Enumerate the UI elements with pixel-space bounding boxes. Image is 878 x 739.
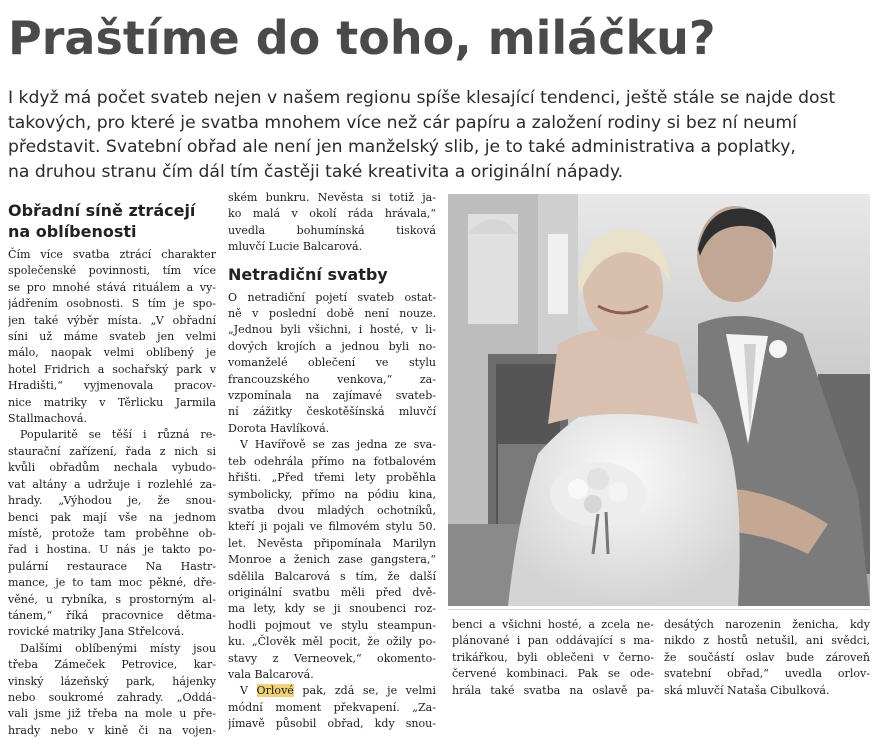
text-line: ní zážitky českotěšínská mluvčí [228,405,436,419]
text-line: benci a všichni hosté, a zcela ne- [452,618,654,631]
text-line: vzpomínala na zajímavé svateb- [228,389,436,403]
text-line: O netradiční pojetí svateb ostat- [228,290,436,304]
section-heading-2 [228,264,436,285]
text-line: hrady. „Výhodou je, že snou- [8,494,216,508]
wedding-couple-image [448,194,870,606]
text-line: vala Balcarová. [228,667,314,681]
text-line: věné, u rybníka, s prostorným al- [8,592,216,606]
text-line: Dorota Havlíková. [228,421,330,435]
text-line: trikářkou, byli oblečeni v černo- [452,650,654,664]
text-line: vinský lázeňský park, hájenky [8,674,216,688]
text-line: jímavě působil obřad, kdy snou- [228,717,436,731]
text-line: Čím více svatba ztrácí charakter [8,248,216,261]
text-line: ku. „Člověk měl pocit, že ožily po- [228,635,436,649]
highlighted-word: Orlové [256,684,294,698]
text-line: kteří ji pojali ve filmovém stylu 50. [228,520,436,534]
text-line: síni už máme svateb jen velmi [8,330,216,344]
text-line: uvedla bohumínská tisková [228,223,436,237]
text-line: červené kombinaci. Pak se ode- [452,667,654,681]
text-line [228,683,436,699]
section-heading-line: Netradiční svatby [228,264,388,284]
text-line: málo, naopak velmi oblíbený je [8,346,216,360]
text-line: jen také výběr místa. „V obřadní [8,313,216,327]
column-3-body [452,617,654,699]
text-line: let. Nevěsta připomínala Marilyn [228,536,436,550]
text-line: francouzského venkova,“ za- [228,372,436,386]
text-line: V Havířově se zas jedna ze sva- [240,438,436,452]
lead-line: I když má počet svateb nejen v našem regionu spíše klesající tendenci, ještě stále se najde dost [8,88,836,108]
text-line: „Jednou byli všichni, i hosté, v li- [228,323,436,337]
text-line: ma lety, kdy se ji snoubenci roz- [228,602,436,616]
text-line: módní moment překvapení. „Za- [228,700,436,714]
text-line: svatba dvou mladých ochotníků, [228,503,436,517]
text-line: ně v poslední době není nouze. [228,307,436,321]
text-line: Monroe a ženich zase gangstera,“ [228,553,436,567]
section-heading-line: na oblíbenosti [8,222,137,241]
text-line: rovické matriky Jana Střelcová. [8,625,185,639]
text-line: stavy z Verneovek,“ okomento- [228,651,436,665]
text-line: teb odehrála přímo na fotbalovém [228,454,436,468]
text-fragment: V [240,684,257,698]
text-line: Stallmachová. [8,412,88,426]
text-line: ko malá v okolí ráda hrávala,“ [228,207,436,221]
text-line: hodli pojmout ve stylu steampun- [228,618,436,632]
text-line: že součástí oslav bude zároveň [664,650,870,664]
text-line: sdělila Balcarová s tím, že další [228,569,436,583]
text-line: svatební obřad,“ uvedla orlov- [664,667,870,681]
article-headline: Praštíme do toho, miláčku? [8,11,716,65]
lead-line: představit. Svatební obřad ale není jen manželský slib, je to také administrativa a poplatky, [8,137,796,157]
section-heading-line: Obřadní síně ztrácejí [8,201,196,220]
text-line: vomanželé oblečení ve stylu [228,356,436,370]
text-line: Dalšími oblíbenými místy jsou [20,641,216,655]
text-line: symbolicky, přímo na pódiu kina, [228,487,436,501]
text-line: staurační zařízení, řada z nich si [8,444,216,458]
lead-line: takových, pro které je svatba mnohem více než cár papíru a založení rodiny si bez ní neumí [8,112,797,133]
text-line: hrála také svatba na oslavě pa- [452,683,654,697]
text-fragment: pak, zdá se, je velmi [293,684,436,698]
text-line: originální svatbu měli před dvě- [228,585,436,599]
lead-line: na druhou stranu čím dál tím častěji také kreativita a originální nápady. [8,161,624,182]
column-2-tail [228,700,436,733]
text-line: nice matriky v Těrlicku Jarmila [8,395,216,409]
text-line: plánované i pan oddávající s ma- [452,634,654,648]
text-line: ská mluvčí Nataša Cibulková. [664,683,830,697]
text-line: společenské povinnosti, tím více [8,264,216,278]
column-1-body [8,247,216,739]
wedding-photo [448,194,870,606]
text-line: jádřením osobnosti. S tím je spo- [8,297,216,311]
article-lead [8,86,870,184]
text-line: mance, je to tam moc pěkné, dře- [8,576,216,590]
text-line: hotel Fridrich a sochařský park v [8,362,216,376]
text-line: dových krojích a jednou byli no- [228,339,436,353]
text-line: nebo soukromé zahrady. „Oddá- [8,690,216,704]
text-line: vat altány a udržuje i rozlehlé za- [8,477,216,491]
section-heading-1 [8,200,216,242]
text-line: místě, protože tam proběhne ob- [8,526,216,540]
text-line: nikdo z hostů netušil, ani svědci, [664,634,870,648]
photo-divider [448,609,870,610]
text-line: mluvčí Lucie Balcarová. [228,240,363,254]
text-line: Hradišti,“ vyjmenovala pracov- [8,379,216,393]
text-line: kvůli obřadům nechala vybudo- [8,461,216,475]
text-line: tánem,“ říká pracovnice dětma- [8,608,216,622]
text-line: pulární restaurace Na Hastr- [8,559,216,573]
text-line: benci pak mají vše na jednom [8,510,216,524]
text-line: hrady nebo v kině či na vojen- [8,723,216,737]
column-1 [8,200,216,739]
column-3 [452,617,654,699]
column-4 [664,617,870,699]
text-line: hřišti. „Před třemi lety proběhla [228,471,436,485]
text-line: desátých narozenin ženicha, kdy [664,618,870,631]
text-line: třeba Zámeček Petrovice, kar- [8,658,216,672]
text-line: ském bunkru. Nevěsta si totiž ja- [228,191,436,204]
column-4-body [664,617,870,699]
text-line: se pro mnohé stává rituálem a vy- [8,280,216,294]
column-2-body [228,290,436,684]
text-line: vali jsme již třeba na mole u pře- [8,707,216,721]
column-2-top [228,190,436,256]
text-line: Popularitě se těší i různá re- [20,428,216,442]
column-2 [228,190,436,733]
text-line: řad i hostina. U nás je takto po- [8,543,216,557]
